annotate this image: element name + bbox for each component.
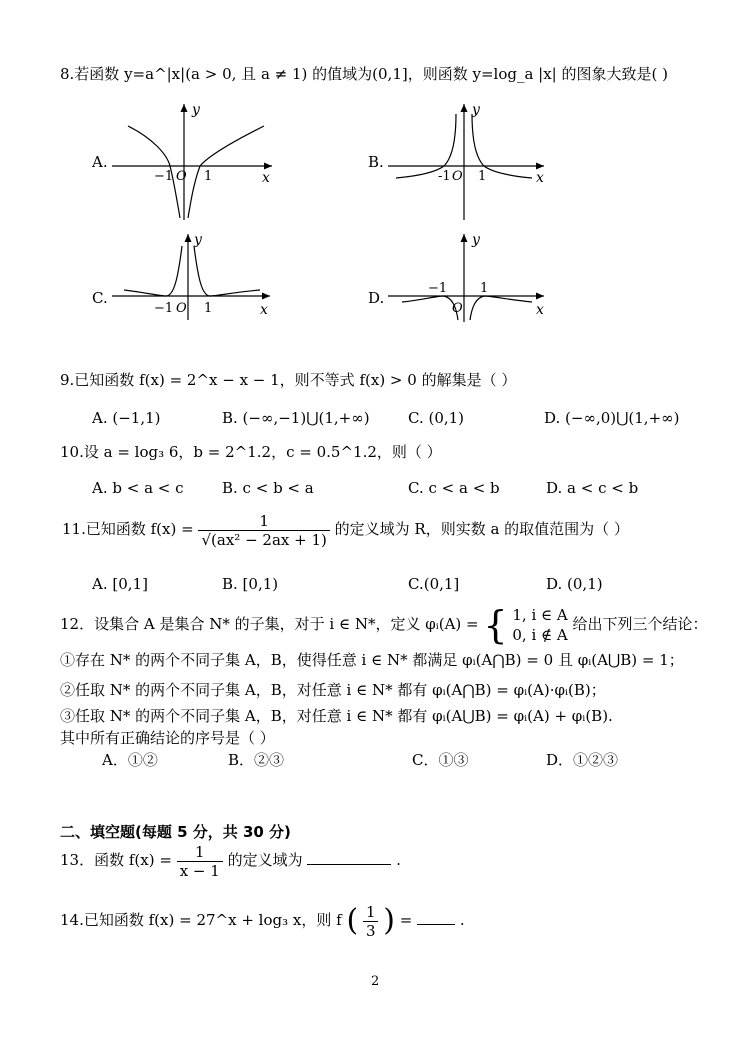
q9-option-a: A. (−1,1) [92,409,161,427]
q9-option-b: B. (−∞,−1)⋃(1,+∞) [222,409,370,427]
q8-option-b-label: B. [368,153,384,171]
q12-line [60,602,708,646]
q9-option-c: C. (0,1) [408,409,465,427]
q14-fraction [363,903,379,940]
graph-c-right-curve [194,246,260,296]
graph-c-origin: O [176,301,187,316]
q11-line [62,510,629,549]
q12-brace: { [483,603,508,647]
q13-suffix: 的定义域为 [227,851,303,869]
q11-fraction [198,512,329,549]
graph-c-left-curve [124,246,182,296]
q12-option-b: B．②③ [228,751,285,769]
q14-answer-blank[interactable] [417,910,455,925]
q11-option-c: C.(0,1] [408,575,460,593]
q12-option-d: D．①②③ [546,751,619,769]
graph-c-neg-tick: −1 [154,301,174,316]
graph-b-x-label: x [536,170,544,186]
q8-graph-b [388,100,558,224]
graph-d-neg-tick: −1 [428,281,448,296]
q12-statement-1: ①存在 N* 的两个不同子集 A，B，使得任意 i ∈ N* 都满足 φᵢ(A⋂B) = 0 且 φᵢ(A⋃B) = 1； [60,651,684,669]
q8-graph-a [112,100,282,224]
q11-denominator: √(ax² − 2ax + 1) [201,530,327,549]
q13-denominator: x − 1 [179,861,220,880]
graph-d-pos-tick: 1 [480,281,489,296]
q8-graph-d [388,230,558,326]
q14-suffix: = [399,911,413,929]
q12-question: 其中所有正确结论的序号是（ ） [60,729,275,747]
graph-a-x-label: x [262,170,270,186]
graph-d-left-curve [402,296,458,320]
graph-d-right-curve [470,296,532,320]
graph-a-right-curve [188,126,264,218]
q12-case2: 0, i ∉ A [512,626,568,644]
q11-numerator: 1 [198,512,329,531]
q10-option-a: A. b < a < c [92,479,184,497]
q12-option-c: C．①③ [412,751,469,769]
q9-text: 9.已知函数 f(x) = 2^x − x − 1，则不等式 f(x) > 0 的解集是（ ） [60,371,517,389]
q8-text: 8.若函数 y=a^|x|(a > 0, 且 a ≠ 1) 的值域为(0,1]，则函数 y=log_a |x| 的图象大致是( ) [60,65,668,83]
q14-left-paren: ( [346,903,359,938]
q10-option-b: B. c < b < a [222,479,314,497]
q12-case1: 1, i ∈ A [512,606,568,624]
q12-statement-3: ③任取 N* 的两个不同子集 A，B，对任意 i ∈ N* 都有 φᵢ(A⋃B) = φᵢ(A) + φᵢ(B). [60,707,613,725]
q9-option-d: D. (−∞,0)⋃(1,+∞) [544,409,680,427]
section-2-title: 二、填空题(每题 5 分，共 30 分) [60,823,291,841]
q10-text: 10.设 a = log₃ 6，b = 2^1.2，c = 0.5^1.2，则（ ） [60,443,442,461]
graph-b-neg-tick: -1 [438,169,451,184]
q13-prefix: 13．函数 f(x) = [60,851,172,869]
graph-c-x-label: x [260,302,268,318]
graph-a-y-label: y [192,102,200,118]
q12-prefix: 12．设集合 A 是集合 N* 的子集，对于 i ∈ N*，定义 φᵢ(A) = [60,615,479,633]
q13-numerator: 1 [177,843,223,862]
q13-line [60,840,401,880]
graph-d-y-label: y [472,232,480,248]
q12-suffix: 给出下列三个结论： [572,615,708,633]
q11-option-a: A. [0,1] [92,575,148,593]
q14-end: . [459,911,465,929]
q10-option-c: C. c < a < b [408,479,500,497]
q14-denominator: 3 [365,921,376,940]
q13-fraction [177,843,223,880]
q13-answer-blank[interactable] [307,850,391,865]
page-number: 2 [371,974,380,989]
q10-option-d: D. a < c < b [546,479,639,497]
q14-numerator: 1 [363,903,379,922]
q11-suffix: 的定义域为 R，则实数 a 的取值范围为（ ） [334,520,629,538]
graph-a-pos-tick: 1 [204,169,213,184]
q8-option-c-label: C. [92,289,108,307]
graph-a-neg-tick: −1 [154,169,174,184]
q8-option-d-label: D. [368,289,385,307]
graph-c-y-label: y [194,232,202,248]
q12-option-a: A．①② [102,751,158,769]
q8-graph-c [112,230,282,326]
q12-statement-2: ②任取 N* 的两个不同子集 A，B，对任意 i ∈ N* 都有 φᵢ(A⋂B) = φᵢ(A)·φᵢ(B)； [60,681,606,699]
q13-end: . [396,851,401,869]
q12-cases [512,605,567,645]
q11-option-b: B. [0,1) [222,575,279,593]
graph-b-origin: O [452,169,463,184]
q8-option-a-label: A. [92,153,108,171]
graph-d-origin: O [452,301,463,316]
q14-right-paren: ) [383,903,395,938]
q11-option-d: D. (0,1) [546,575,603,593]
graph-d-x-label: x [536,302,544,318]
graph-a-origin: O [176,169,187,184]
q14-prefix: 14.已知函数 f(x) = 27^x + log₃ x，则 f [60,911,342,929]
q14-line [60,898,465,943]
q11-prefix: 11.已知函数 f(x) = [62,520,194,538]
graph-b-y-label: y [472,102,480,118]
graph-b-pos-tick: 1 [478,169,487,184]
graph-c-pos-tick: 1 [204,301,213,316]
